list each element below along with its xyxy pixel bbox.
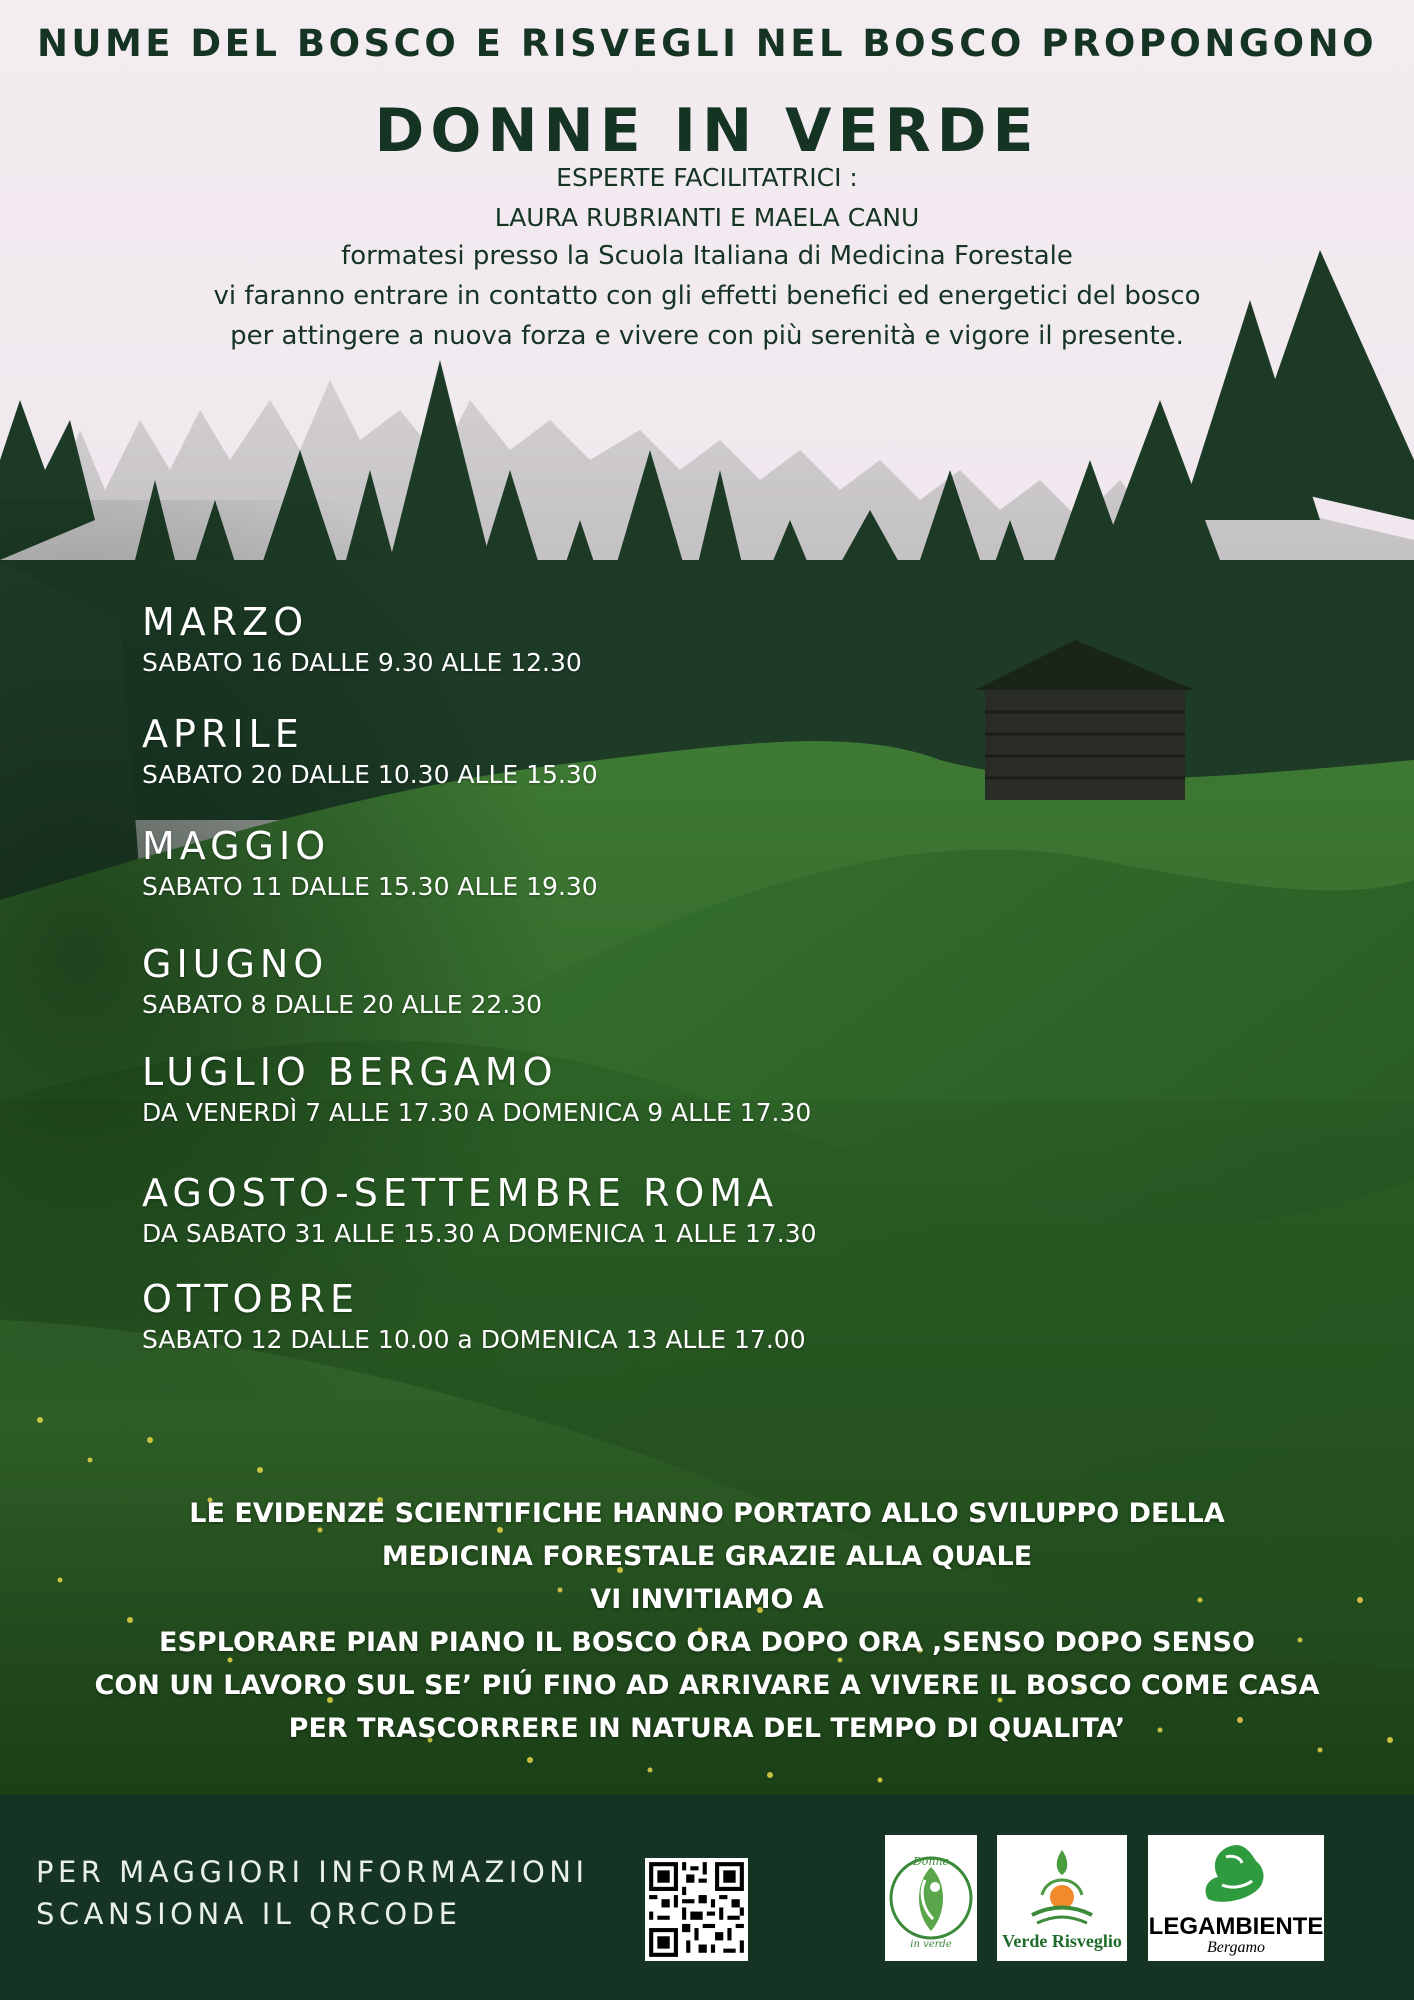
legambiente-name: LEGAMBIENTE [1148,1913,1324,1940]
schedule-time: DA SABATO 31 ALLE 15.30 A DOMENICA 1 ALLE 17.30 [142,1219,817,1248]
intro-line-2: LAURA RUBRIANTI E MAELA CANU [494,203,920,232]
schedule-time: SABATO 16 DALLE 9.30 ALLE 12.30 [142,648,582,677]
schedule-time: DA VENERDÌ 7 ALLE 17.30 A DOMENICA 9 ALLE 17.30 [142,1098,812,1127]
closing-line-2: MEDICINA FORESTALE GRAZIE ALLA QUALE [381,1541,1033,1572]
closing-line-4: ESPLORARE PIAN PIANO IL BOSCO ORA DOPO ORA ,SENSO DOPO SENSO [159,1627,1255,1658]
closing-line-3: VI INVITIAMO A [590,1584,824,1615]
closing-message [0,1492,1414,1750]
qr-code-icon[interactable] [645,1858,748,1961]
schedule-time: SABATO 11 DALLE 15.30 ALLE 19.30 [142,872,598,901]
schedule-entry-marzo [142,600,582,677]
schedule-month: AGOSTO-SETTEMBRE ROMA [142,1171,779,1215]
intro-line-3: formatesi presso la Scuola Italiana di Medicina Forestale [341,241,1073,271]
legambiente-city: Bergamo [1206,1939,1266,1956]
schedule-month: MAGGIO [142,824,331,868]
organizers-heading: NUME DEL BOSCO E RISVEGLI NEL BOSCO PROPONGONO [36,22,1378,65]
donne-logo-arc-top: Donne [912,1855,950,1868]
donne-logo-arc-bottom: in verde [910,1939,952,1950]
qrcode-instruction: SCANSIONA IL QRCODE [36,1897,462,1931]
closing-line-1: LE EVIDENZE SCIENTIFICHE HANNO PORTATO ALLO SVILUPPO DELLA [189,1498,1225,1529]
schedule-entry-agosto-settembre [142,1171,817,1248]
footer [0,1795,1414,2000]
info-text: PER MAGGIORI INFORMAZIONI [36,1855,589,1889]
donne-in-verde-logo [885,1835,977,1961]
schedule-time: SABATO 12 DALLE 10.00 a DOMENICA 13 ALLE 17.00 [142,1325,806,1354]
schedule-month: APRILE [142,712,304,756]
schedule-month: GIUGNO [142,942,329,986]
closing-line-5: CON UN LAVORO SUL SE’ PIÚ FINO AD ARRIVARE A VIVERE IL BOSCO COME CASA [94,1670,1320,1701]
schedule-entry-aprile [142,712,598,789]
verde-risveglio-name: Verde Risveglio [1002,1931,1122,1951]
schedule-entry-luglio [142,1050,811,1127]
intro-line-5: per attingere a nuova forza e vivere con più serenità e vigore il presente. [230,321,1184,351]
schedule-month: LUGLIO BERGAMO [142,1050,558,1094]
schedule-month: OTTOBRE [142,1277,360,1321]
intro-line-1: ESPERTE FACILITATRICI : [556,163,858,192]
closing-line-6: PER TRASCORRERE IN NATURA DEL TEMPO DI QUALITA’ [288,1713,1126,1744]
schedule-entry-giugno [142,942,542,1019]
legambiente-logo [1148,1835,1324,1961]
verde-risveglio-logo [997,1835,1127,1961]
schedule-month: MARZO [142,600,309,644]
schedule-time: SABATO 20 DALLE 10.30 ALLE 15.30 [142,760,598,789]
schedule-entry-maggio [142,824,598,901]
schedule-entry-ottobre [142,1277,806,1354]
page-title: DONNE IN VERDE [374,96,1040,166]
intro-line-4: vi faranno entrare in contatto con gli effetti benefici ed energetici del bosco [213,281,1201,311]
schedule-time: SABATO 8 DALLE 20 ALLE 22.30 [142,990,543,1019]
